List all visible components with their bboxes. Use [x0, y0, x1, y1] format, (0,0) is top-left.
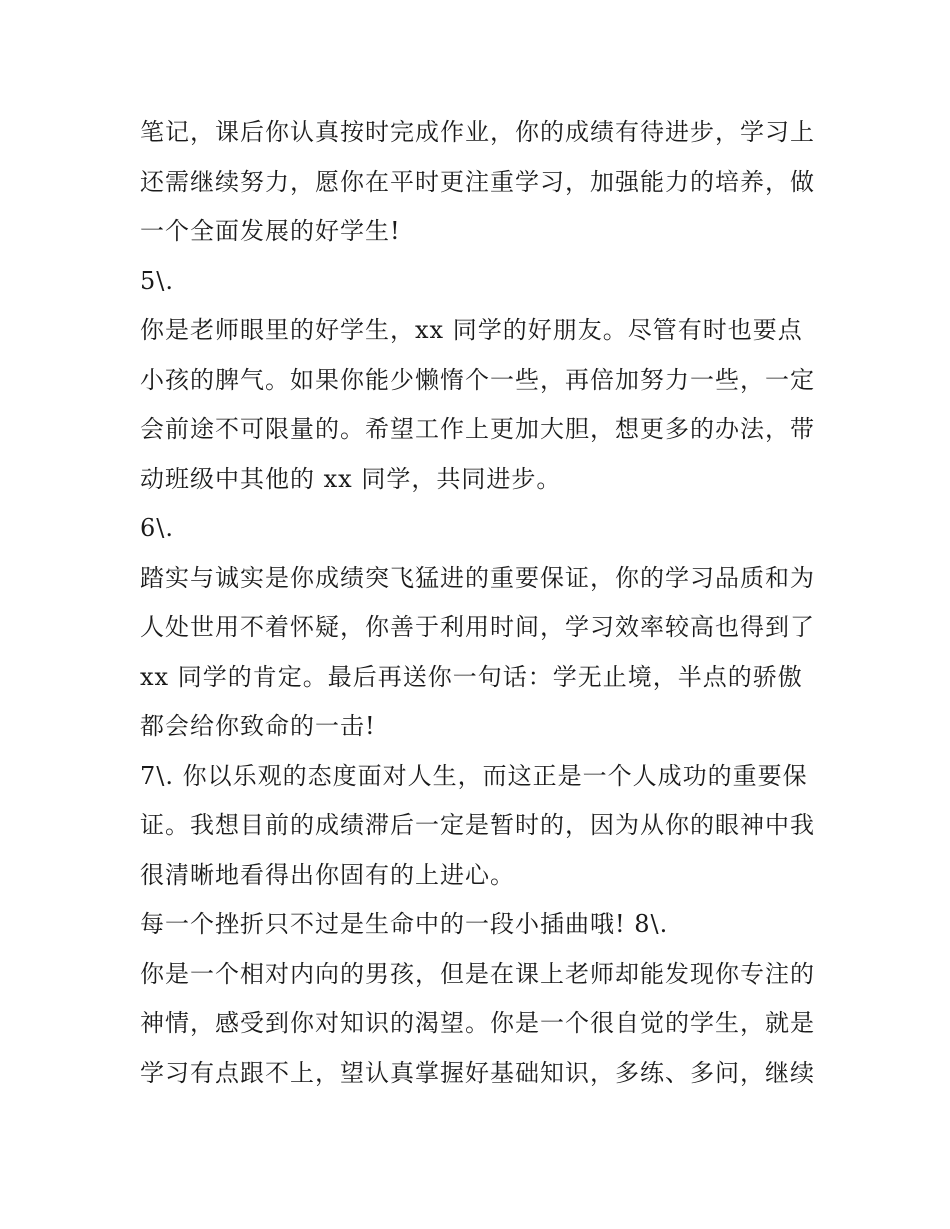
document-body — [140, 108, 820, 1098]
text-line: 你是老师眼里的好学生，xx 同学的好朋友。尽管有时也要点 — [140, 316, 803, 344]
text-line: 神情，感受到你对知识的渴望。你是一个很自觉的学生，就是 — [140, 1009, 815, 1037]
text-line: 都会给你致命的一击! — [140, 712, 376, 740]
text-line: 小孩的脾气。如果你能少懒惰个一些，再倍加努力一些，一定 — [140, 365, 815, 394]
text-line: 一个全面发展的好学生! — [140, 217, 401, 245]
text-line: 很清晰地看得出你固有的上进心。 — [140, 860, 515, 889]
text-line: 还需继续努力，愿你在平时更注重学习，加强能力的培养，做 — [140, 167, 815, 196]
text-line: 7\. 你以乐观的态度面对人生，而这正是一个人成功的重要保 — [140, 761, 808, 790]
text-line: 你是一个相对内向的男孩，但是在课上老师却能发现你专注的 — [140, 959, 815, 988]
text-line: 会前途不可限量的。希望工作上更加大胆，想更多的办法，带 — [140, 415, 815, 443]
text-line: 人处世用不着怀疑，你善于利用时间，学习效率较高也得到了 — [140, 613, 815, 641]
text-line: 笔记，课后你认真按时完成作业，你的成绩有待进步，学习上 — [140, 118, 815, 146]
text-line: 动班级中其他的 xx 同学，共同进步。 — [140, 464, 562, 493]
item-number: 5\. — [140, 266, 174, 295]
text-line: xx 同学的肯定。最后再送你一句话：学无止境，半点的骄傲 — [140, 662, 803, 691]
text-line: 学习有点跟不上，望认真掌握好基础知识，多练、多问，继续 — [140, 1058, 815, 1087]
item-number: 6\. — [140, 514, 174, 542]
text-line: 证。我想目前的成绩滞后一定是暂时的，因为从你的眼神中我 — [140, 811, 815, 839]
text-line: 每一个挫折只不过是生命中的一段小插曲哦! 8\. — [140, 910, 669, 938]
text-line: 踏实与诚实是你成绩突飞猛进的重要保证，你的学习品质和为 — [140, 563, 815, 592]
